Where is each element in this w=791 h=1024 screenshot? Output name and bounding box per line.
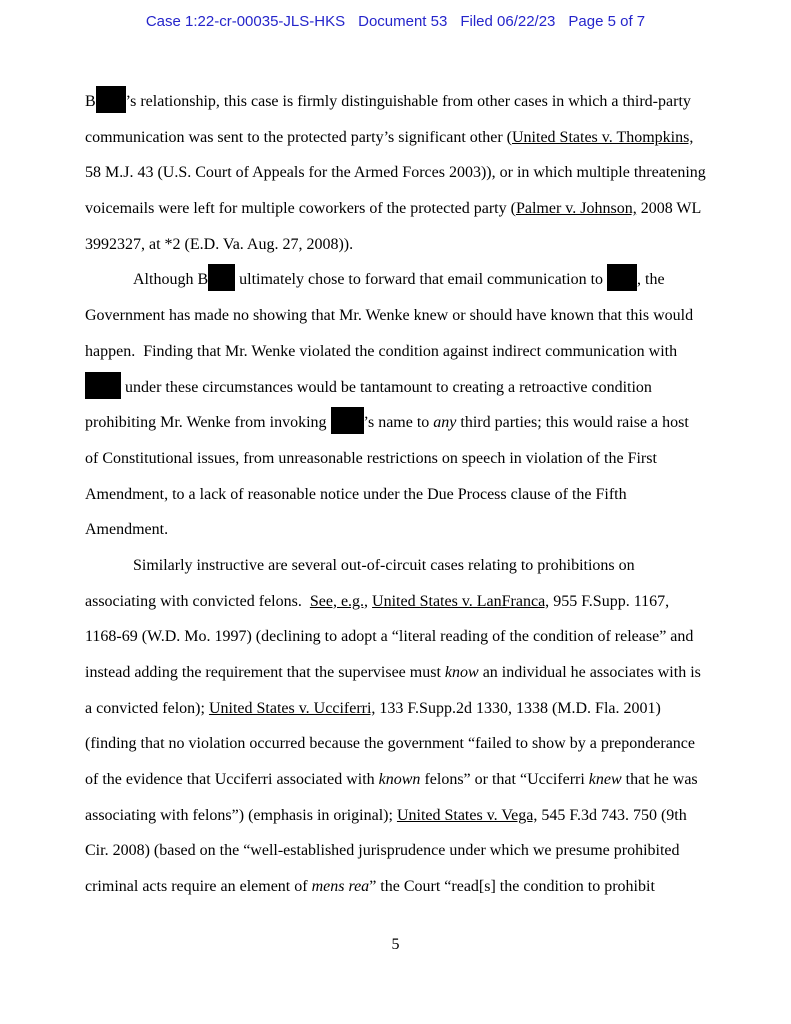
text-segment: Although B [133, 271, 209, 289]
text-segment: mens rea [311, 878, 370, 896]
text-line [85, 691, 735, 727]
text-segment: instead adding the requirement that the supervisee must [85, 664, 445, 681]
text-segment: any [433, 414, 457, 432]
page-info: Page 5 of 7 [568, 13, 646, 30]
text-segment: of the evidence that Ucciferri associated with [85, 771, 379, 789]
text-segment: Similarly instructive are several out-of-circuit cases relating to prohibitions on [133, 556, 635, 574]
document-body [85, 84, 735, 905]
case-number: Case 1:22-cr-00035-JLS-HKS [145, 13, 346, 30]
text-segment: communication was sent to the protected party’s significant other ( [85, 128, 512, 146]
text-segment: happen. Finding that Mr. Wenke violated the condition against indirect communication with [85, 342, 678, 360]
text-segment: of Constitutional issues, from unreasonable restrictions on speech in violation of the First [85, 449, 657, 467]
text-segment: voicemails were left for multiple coworkers of the protected party ( [85, 200, 516, 218]
text-segment: 1168-69 (W.D. Mo. 1997) (declining to adopt a “literal reading of the condition of release” and [85, 628, 694, 646]
text-segment: 955 F.Supp. 1167, [549, 592, 670, 610]
redaction-box [208, 264, 235, 291]
text-line [85, 869, 735, 905]
text-line [85, 762, 735, 798]
text-segment: 58 M.J. 43 (U.S. Court of Appeals for the Armed Forces 2003)), or in which multiple threatening [85, 164, 706, 182]
text-segment: felons” or that “Ucciferri [420, 771, 589, 789]
filing-header [0, 13, 791, 30]
redaction-box [96, 86, 126, 113]
text-line [85, 512, 735, 548]
text-segment: known [378, 771, 421, 789]
text-line [85, 334, 735, 370]
text-segment: See, e.g., [309, 592, 369, 610]
redaction-box [607, 264, 637, 291]
text-segment: Amendment. [85, 521, 169, 539]
text-segment: United States v. LanFranca, [372, 592, 550, 610]
text-segment: knew [588, 771, 622, 789]
text-line [85, 405, 735, 441]
text-line [85, 191, 735, 227]
text-segment: Amendment, to a lack of reasonable notice under the Due Process clause of the Fifth [85, 485, 627, 503]
text-segment: ” the Court “read[s] the condition to prohibit [369, 878, 655, 896]
text-segment: third parties; this would raise a host [456, 414, 689, 432]
page-number: 5 [391, 936, 400, 953]
text-line [85, 833, 735, 869]
text-segment: a convicted felon); [85, 699, 209, 717]
text-line [85, 477, 735, 513]
text-segment: ’s relationship, this case is firmly distinguishable from other cases in which a third-party [125, 93, 691, 110]
text-line [85, 798, 735, 834]
text-segment: under these circumstances would be tantamount to creating a retroactive condition [121, 378, 652, 396]
text-segment: an individual he associates with is [478, 664, 701, 681]
text-segment: , the [637, 271, 665, 289]
text-segment: ultimately chose to forward that email communication to [235, 271, 608, 289]
text-segment: Cir. 2008) (based on the “well-established jurisprudence under which we presume prohibited [85, 842, 680, 860]
text-line [85, 155, 735, 191]
text-segment: B [85, 93, 96, 110]
text-line [85, 262, 735, 298]
text-segment: 2008 WL [636, 200, 702, 218]
text-segment: associating with felons”) (emphasis in original); [85, 806, 397, 824]
text-line [85, 548, 735, 584]
text-line [85, 120, 735, 156]
text-segment: prohibiting Mr. Wenke from invoking [85, 414, 331, 432]
text-line [85, 619, 735, 655]
text-segment: United States v. Thompkins, [512, 128, 694, 146]
text-line [85, 441, 735, 477]
text-segment: United States v. Ucciferri, [208, 699, 376, 717]
text-line [85, 655, 735, 691]
text-line [85, 298, 735, 334]
text-segment: ’s name to [363, 414, 434, 432]
redaction-box [331, 407, 364, 434]
text-segment: that he was [621, 771, 698, 789]
text-segment: 3992327, at *2 (E.D. Va. Aug. 27, 2008)). [85, 235, 354, 253]
text-line [85, 726, 735, 762]
text-line [85, 84, 735, 120]
text-segment: 545 F.3d 743. 750 (9th [537, 806, 687, 824]
text-segment: criminal acts require an element of [85, 878, 312, 896]
text-segment: know [444, 664, 479, 681]
redaction-box [85, 372, 121, 399]
document-number: Document 53 [358, 13, 448, 30]
text-line [85, 227, 735, 263]
text-segment: Palmer v. Johnson, [515, 200, 637, 218]
text-line [85, 584, 735, 620]
text-segment: 133 F.Supp.2d 1330, 1338 (M.D. Fla. 2001) [375, 699, 661, 717]
text-segment: associating with convicted felons. [85, 592, 310, 610]
text-segment: United States v. Vega, [396, 806, 538, 824]
text-segment: (finding that no violation occurred because the government “failed to show by a preponderance [85, 735, 695, 753]
filed-date: Filed 06/22/23 [460, 13, 556, 30]
text-line [85, 370, 735, 406]
text-segment: Government has made no showing that Mr. Wenke knew or should have known that this would [85, 307, 694, 325]
